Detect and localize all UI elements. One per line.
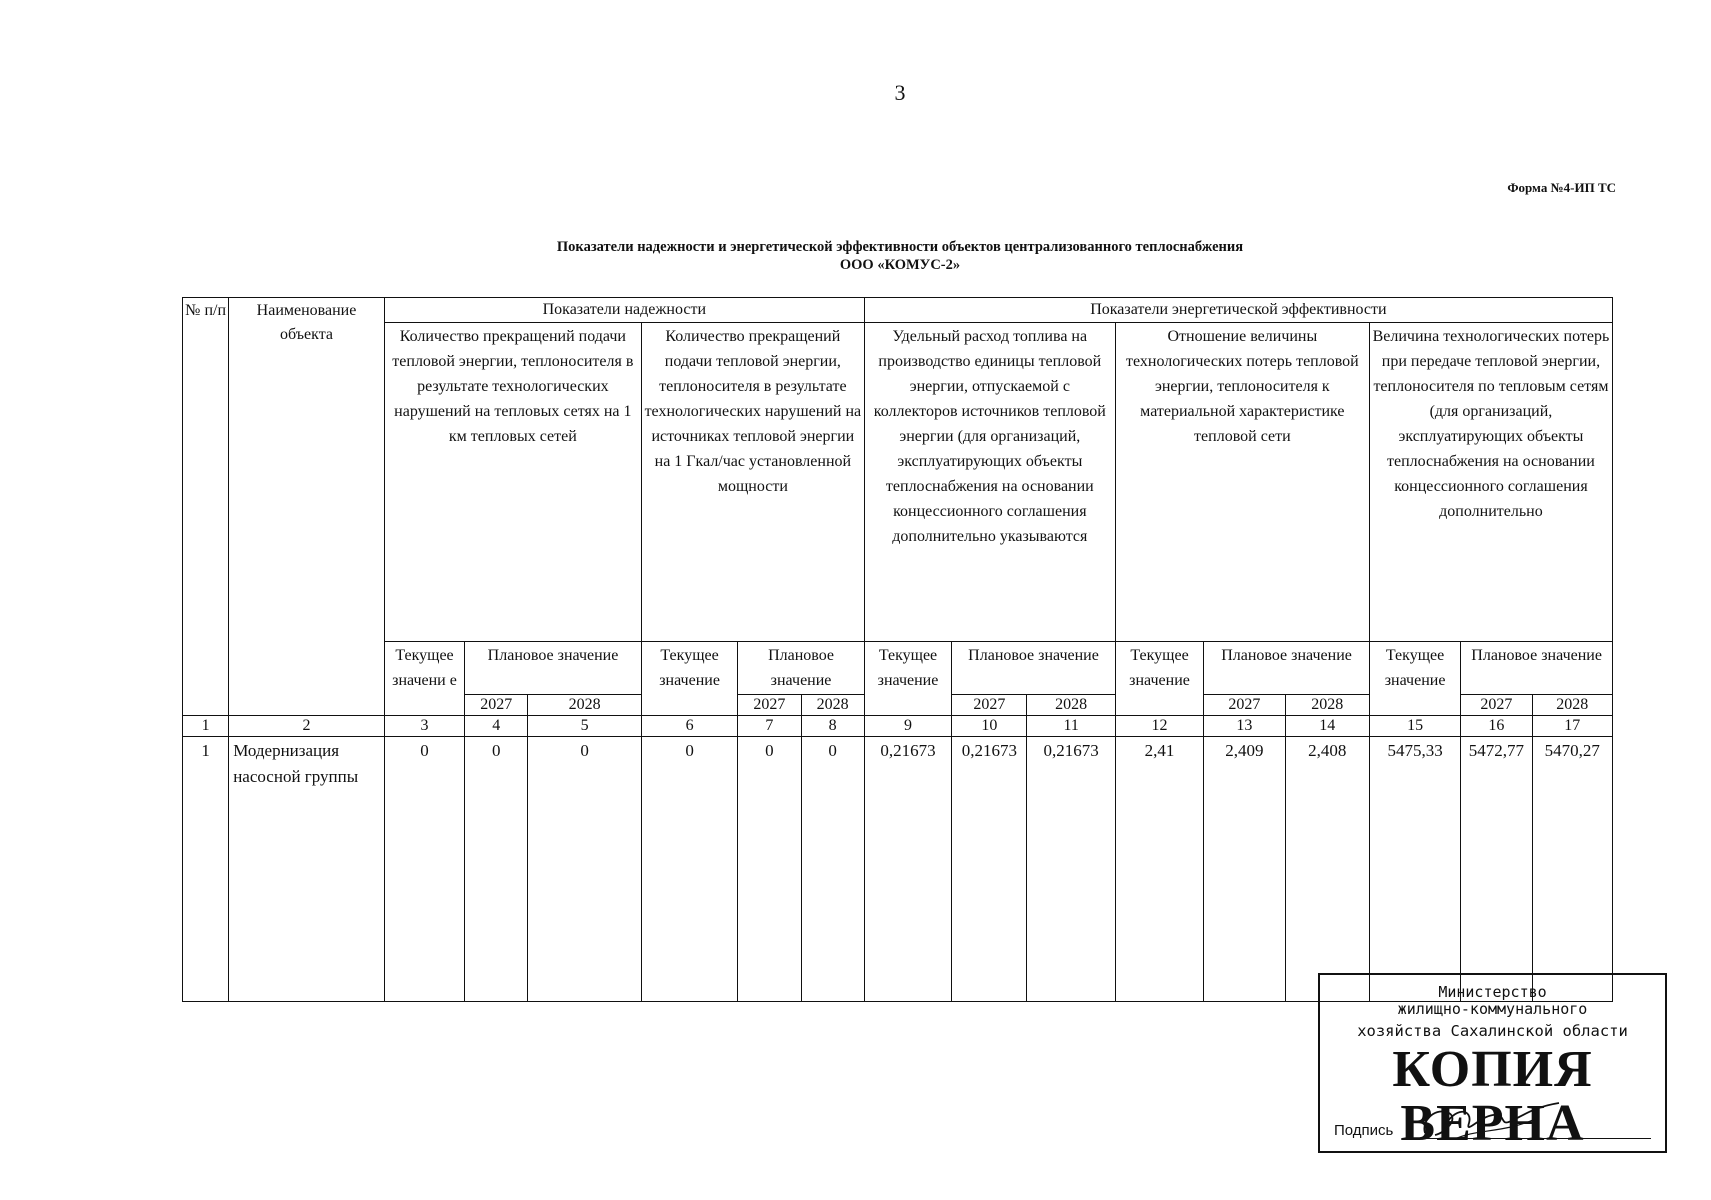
column-number: 17 xyxy=(1532,716,1612,737)
indicator-1: Количество прекращений подачи тепловой энергии, теплоносителя в результате технологических нарушений на тепловых сетях на 1 км тепловых сетей xyxy=(384,323,641,642)
value-cell: 0 xyxy=(528,737,641,1002)
value-cell: 5470,27 xyxy=(1532,737,1612,1002)
column-number: 8 xyxy=(801,716,864,737)
page-number: 3 xyxy=(894,80,906,105)
current-value-header-5: Текущее значение xyxy=(1369,642,1460,716)
certified-copy-stamp xyxy=(1318,973,1667,1153)
title-line-1: Показатели надежности и энергетической эффективности объектов централизованного теплоснабжения xyxy=(556,239,1244,255)
indicator-4: Отношение величины технологических потерь тепловой энергии, теплоносителя к материальной характеристике тепловой сети xyxy=(1115,323,1369,642)
year-2028: 2028 xyxy=(1027,695,1115,716)
current-value-header-4: Текущее значение xyxy=(1115,642,1203,716)
stamp-ministry-line-1: Министерство xyxy=(1438,983,1547,1001)
value-cell: 0 xyxy=(465,737,528,1002)
handwritten-signature xyxy=(1415,1099,1565,1147)
column-number: 3 xyxy=(384,716,464,737)
indicator-5: Величина технологических потерь при передаче тепловой энергии, теплоносителя по тепловым сетям (для организаций, эксплуатирующих объекты теплоснабжения на основании концессионного соглашения дополнительно xyxy=(1369,323,1612,642)
year-2027: 2027 xyxy=(465,695,528,716)
column-number: 5 xyxy=(528,716,641,737)
value-type-row xyxy=(183,642,1613,695)
column-number: 15 xyxy=(1369,716,1460,737)
column-number: 13 xyxy=(1204,716,1285,737)
value-cell: 5475,33 xyxy=(1369,737,1460,1002)
year-2027: 2027 xyxy=(1204,695,1285,716)
stamp-signature-label: Подпись xyxy=(1334,1122,1394,1139)
planned-value-header-5: Плановое значение xyxy=(1461,642,1613,695)
column-number: 7 xyxy=(738,716,801,737)
value-cell: 2,409 xyxy=(1204,737,1285,1002)
form-code: Форма №4-ИП ТС xyxy=(1507,180,1616,195)
value-cell: 5472,77 xyxy=(1461,737,1532,1002)
year-2028: 2028 xyxy=(801,695,864,716)
indicators-table xyxy=(182,297,1613,1002)
group-header-row xyxy=(183,298,1613,323)
column-number-row xyxy=(183,716,1613,737)
value-cell: 0 xyxy=(641,737,737,1002)
value-cell: 0,21673 xyxy=(1027,737,1115,1002)
row-number: 1 xyxy=(183,737,229,1002)
current-value-header-1: Текущее значени е xyxy=(384,642,464,716)
column-number: 10 xyxy=(952,716,1027,737)
column-number: 2 xyxy=(229,716,385,737)
column-number: 1 xyxy=(183,716,229,737)
value-cell: 0,21673 xyxy=(952,737,1027,1002)
indicator-3: Удельный расход топлива на производство единицы тепловой энергии, отпускаемой с коллекторов источников тепловой энергии (для организаций, эксплуатирующих объекты теплоснабжения на основании концессионного соглашения дополнительно указываются xyxy=(864,323,1115,642)
indicator-2: Количество прекращений подачи тепловой энергии, теплоносителя в результате технологических нарушений на источниках тепловой энергии на 1 Гкал/час установленной мощности xyxy=(641,323,864,642)
current-value-header-2: Текущее значение xyxy=(641,642,737,716)
year-2028: 2028 xyxy=(528,695,641,716)
value-cell: 2,41 xyxy=(1115,737,1203,1002)
indicator-row xyxy=(183,323,1613,642)
year-2028: 2028 xyxy=(1285,695,1369,716)
planned-value-header-4: Плановое значение xyxy=(1204,642,1370,695)
group-reliability: Показатели надежности xyxy=(384,298,864,323)
column-number: 12 xyxy=(1115,716,1203,737)
year-2027: 2027 xyxy=(952,695,1027,716)
col-no-header: № п/п xyxy=(183,298,229,716)
value-cell: 0 xyxy=(384,737,464,1002)
stamp-ministry-line-2: жилищно-коммунального xyxy=(1397,1000,1588,1018)
value-cell: 0 xyxy=(738,737,801,1002)
value-cell: 2,408 xyxy=(1285,737,1369,1002)
year-2027: 2027 xyxy=(738,695,801,716)
column-number: 6 xyxy=(641,716,737,737)
column-number: 11 xyxy=(1027,716,1115,737)
column-number: 14 xyxy=(1285,716,1369,737)
stamp-certified-copy-text: КОПИЯ ВЕРНА xyxy=(1392,1041,1593,1152)
planned-value-header-3: Плановое значение xyxy=(952,642,1116,695)
document-title xyxy=(0,238,1711,274)
stamp-ministry-line-3: хозяйства Сахалинской области xyxy=(1357,1022,1628,1040)
title-line-2: ООО «КОМУС-2» xyxy=(839,257,961,273)
year-2028: 2028 xyxy=(1532,695,1612,716)
column-number: 4 xyxy=(465,716,528,737)
object-name: Модернизация насосной группы xyxy=(229,737,385,1002)
table-row xyxy=(183,737,1613,1002)
group-efficiency: Показатели энергетической эффективности xyxy=(864,298,1612,323)
current-value-header-3: Текущее значение xyxy=(864,642,951,716)
planned-value-header-2: Плановое значение xyxy=(738,642,865,695)
value-cell: 0,21673 xyxy=(864,737,951,1002)
value-cell: 0 xyxy=(801,737,864,1002)
planned-value-header-1: Плановое значение xyxy=(465,642,642,695)
year-2027: 2027 xyxy=(1461,695,1532,716)
column-number: 9 xyxy=(864,716,951,737)
column-number: 16 xyxy=(1461,716,1532,737)
col-name-header: Наименование объекта xyxy=(229,298,385,716)
